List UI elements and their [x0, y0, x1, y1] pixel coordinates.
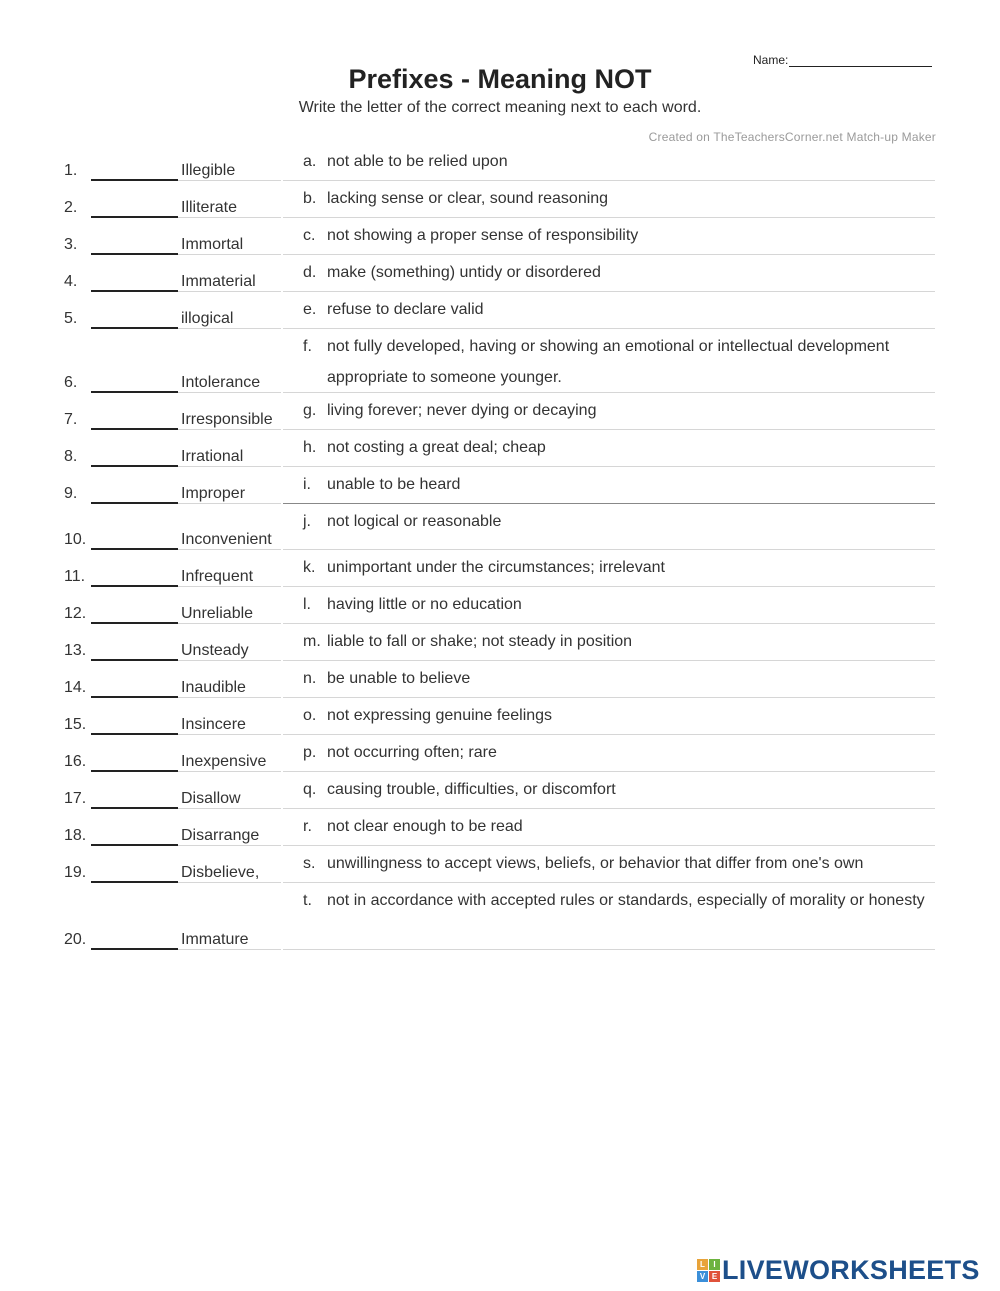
definition-letter: q.	[303, 781, 317, 798]
definition-letter: m.	[303, 633, 321, 650]
definition-text: not showing a proper sense of responsibility	[327, 227, 639, 244]
definition-letter: b.	[303, 190, 317, 207]
item-number: 11.	[64, 568, 86, 585]
item-number: 9.	[64, 485, 78, 502]
definition-text: not clear enough to be read	[327, 818, 523, 835]
definition-letter: h.	[303, 439, 317, 456]
vocab-word: Immature	[181, 931, 249, 948]
definition-text: causing trouble, difficulties, or discomfort	[327, 781, 616, 798]
match-row	[0, 292, 1000, 329]
vocab-word: Infrequent	[181, 568, 254, 585]
item-number: 7.	[64, 411, 78, 428]
definition-letter: j.	[303, 513, 311, 530]
definition-text: having little or no education	[327, 596, 522, 613]
logo-text: LIVEWORKSHEETS	[722, 1255, 980, 1285]
definition-letter: c.	[303, 227, 316, 244]
match-row	[0, 467, 1000, 504]
definition-letter: o.	[303, 707, 317, 724]
logo-letter: E	[709, 1271, 720, 1282]
liveworksheets-logo	[697, 1255, 980, 1286]
credit-text: Created on TheTeachersCorner.net Match-up Maker	[648, 130, 936, 144]
vocab-word: Illegible	[181, 162, 236, 179]
vocab-word: Disallow	[181, 790, 241, 807]
match-row	[0, 883, 1000, 950]
match-row	[0, 624, 1000, 661]
definition-letter: r.	[303, 818, 312, 835]
match-list	[0, 144, 1000, 950]
definition-text: unwillingness to accept views, beliefs, or behavior that differ from one's own	[327, 855, 864, 872]
definition-letter: d.	[303, 264, 317, 281]
item-number: 17.	[64, 790, 87, 807]
match-row	[0, 144, 1000, 181]
item-number: 13.	[64, 642, 87, 659]
item-number: 16.	[64, 753, 87, 770]
definition-letter: p.	[303, 744, 317, 761]
item-number: 2.	[64, 199, 78, 216]
vocab-word: Irrational	[181, 448, 244, 465]
definition-text: be unable to believe	[327, 670, 471, 687]
definition-text: unable to be heard	[327, 476, 461, 493]
definition-letter: e.	[303, 301, 317, 318]
instructions: Write the letter of the correct meaning next to each word.	[298, 99, 702, 116]
page-title: Prefixes - Meaning NOT	[348, 64, 652, 94]
definition-text: refuse to declare valid	[327, 301, 484, 318]
vocab-word: Unreliable	[181, 605, 254, 622]
item-number: 12.	[64, 605, 87, 622]
definition-letter: i.	[303, 476, 311, 493]
name-label: Name:	[753, 53, 789, 67]
definition-letter: a.	[303, 153, 317, 170]
item-number: 1.	[64, 162, 78, 179]
match-row	[0, 661, 1000, 698]
match-row	[0, 772, 1000, 809]
definition-text: liable to fall or shake; not steady in position	[327, 633, 633, 650]
item-number: 19.	[64, 864, 87, 881]
vocab-word: Immaterial	[181, 273, 256, 290]
match-row	[0, 735, 1000, 772]
definition-text: lacking sense or clear, sound reasoning	[327, 190, 609, 207]
logo-letter: V	[697, 1271, 708, 1282]
match-row	[0, 504, 1000, 550]
match-row	[0, 393, 1000, 430]
vocab-word: Intolerance	[181, 374, 261, 391]
item-number: 18.	[64, 827, 87, 844]
definition-letter: k.	[303, 559, 316, 576]
definition-letter: t.	[303, 892, 312, 909]
item-number: 20.	[64, 931, 87, 948]
vocab-word: Unsteady	[181, 642, 249, 659]
vocab-word: Inconvenient	[181, 531, 272, 548]
definition-letter: s.	[303, 855, 316, 872]
vocab-word: illogical	[181, 310, 234, 327]
definition-text: not costing a great deal; cheap	[327, 439, 546, 456]
item-number: 4.	[64, 273, 78, 290]
item-number: 10.	[64, 531, 87, 548]
definition-divider	[283, 949, 935, 950]
item-number: 3.	[64, 236, 78, 253]
definition-text: not fully developed, having or showing an emotional or intellectual development appropriate to someone younger.	[327, 338, 890, 386]
definition-letter: l.	[303, 596, 311, 613]
vocab-word: Disarrange	[181, 827, 260, 844]
item-number: 6.	[64, 374, 78, 391]
definition-letter: f.	[303, 338, 312, 355]
vocab-word: Illiterate	[181, 199, 238, 216]
definition-text: unimportant under the circumstances; irrelevant	[327, 559, 665, 576]
definition-text: not logical or reasonable	[327, 513, 502, 530]
answer-blank[interactable]	[91, 948, 178, 950]
word-divider	[178, 949, 281, 950]
match-row	[0, 846, 1000, 883]
definition-letter: n.	[303, 670, 317, 687]
definition-text: make (something) untidy or disordered	[327, 264, 601, 281]
match-row	[0, 255, 1000, 292]
definition-text: living forever; never dying or decaying	[327, 402, 597, 419]
logo-letter: I	[709, 1259, 720, 1270]
match-row	[0, 430, 1000, 467]
logo-icon	[697, 1259, 720, 1282]
vocab-word: Inaudible	[181, 679, 246, 696]
match-row	[0, 550, 1000, 587]
item-number: 5.	[64, 310, 78, 327]
definition-letter: g.	[303, 402, 317, 419]
definition-text: not expressing genuine feelings	[327, 707, 553, 724]
vocab-word: Immortal	[181, 236, 244, 253]
logo-letter: L	[697, 1259, 708, 1270]
item-number: 15.	[64, 716, 87, 733]
match-row	[0, 587, 1000, 624]
match-row	[0, 809, 1000, 846]
vocab-word: Irresponsible	[181, 411, 273, 428]
vocab-word: Insincere	[181, 716, 246, 733]
match-row	[0, 181, 1000, 218]
match-row	[0, 218, 1000, 255]
definition-text: not occurring often; rare	[327, 744, 497, 761]
vocab-word: Disbelieve,	[181, 864, 260, 881]
definition-text: not able to be relied upon	[327, 153, 508, 170]
vocab-word: Improper	[181, 485, 246, 502]
match-row	[0, 698, 1000, 735]
vocab-word: Inexpensive	[181, 753, 267, 770]
item-number: 8.	[64, 448, 78, 465]
definition-text: not in accordance with accepted rules or standards, especially of morality or honesty	[327, 892, 925, 909]
match-row	[0, 329, 1000, 393]
item-number: 14.	[64, 679, 87, 696]
